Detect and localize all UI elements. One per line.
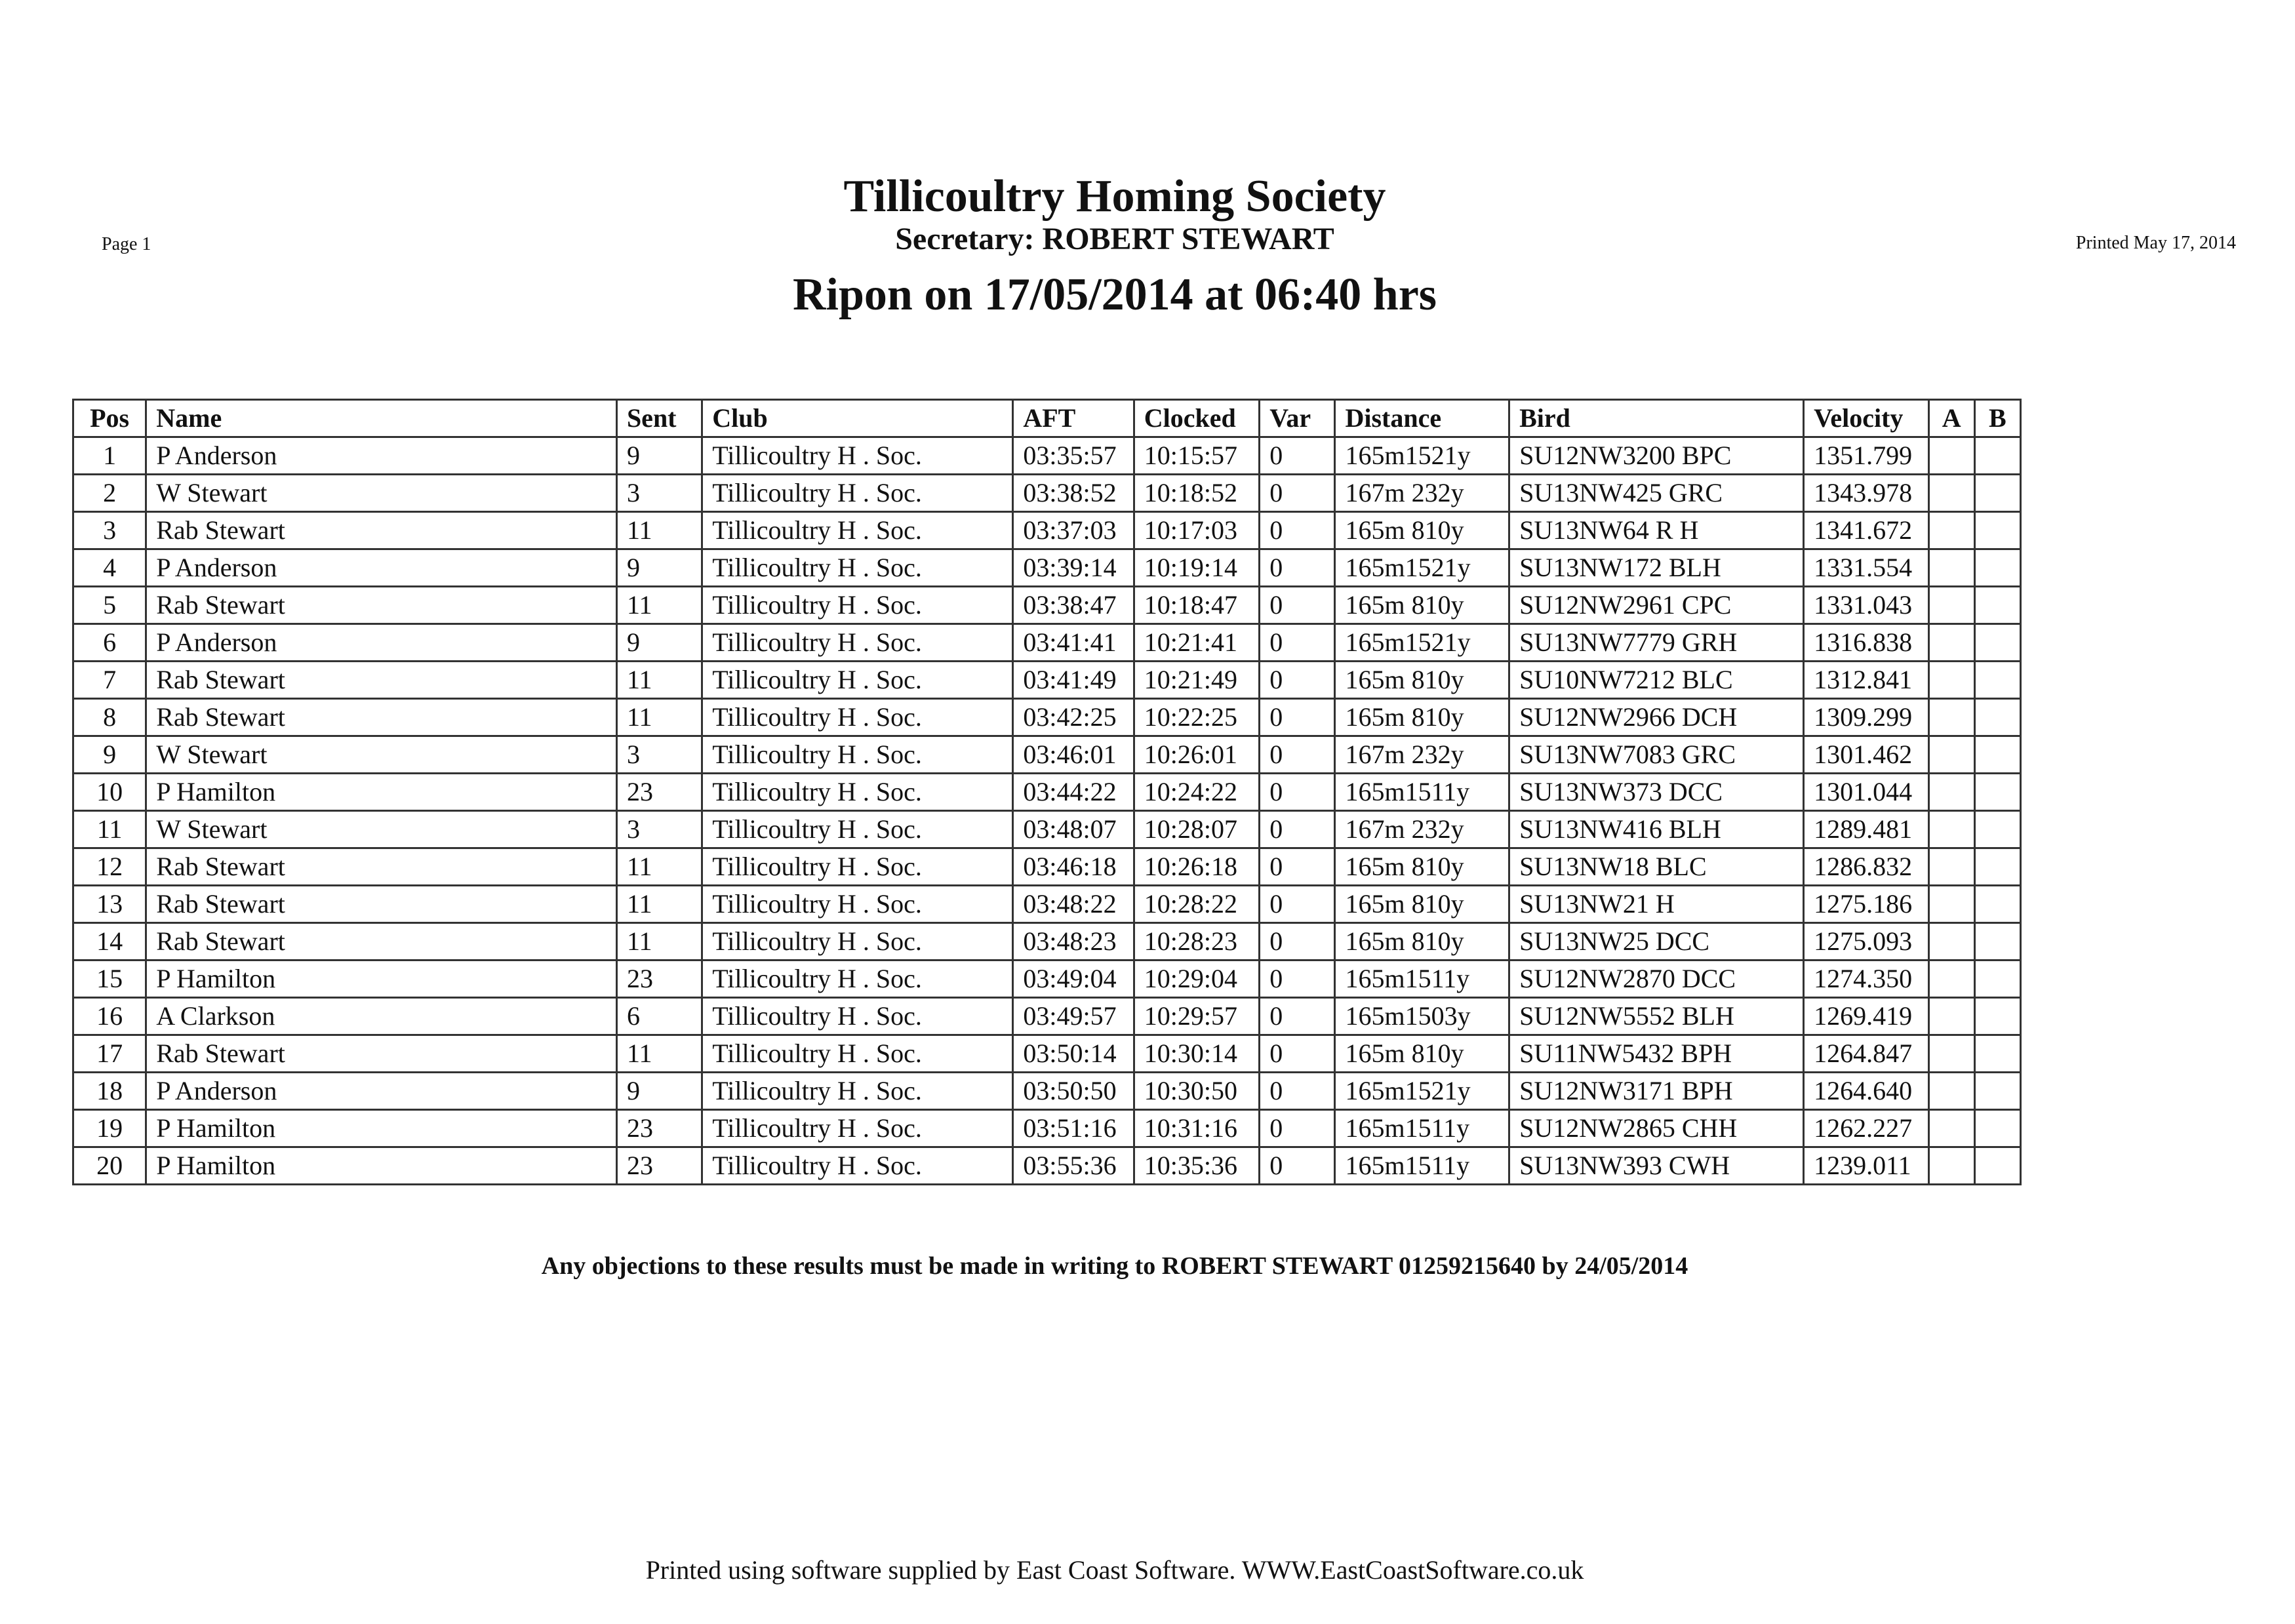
- cell-b: [1974, 549, 2020, 587]
- cell-velocity: 1351.799: [1804, 437, 1928, 475]
- table-row: [73, 662, 2021, 699]
- cell-distance: 165m 810y: [1335, 1035, 1509, 1073]
- table-header-row: [73, 400, 2021, 437]
- cell-aft: 03:38:52: [1013, 475, 1134, 512]
- cell-b: [1974, 774, 2020, 811]
- cell-velocity: 1275.186: [1804, 886, 1928, 923]
- cell-aft: 03:46:18: [1013, 848, 1134, 886]
- cell-name: P Hamilton: [146, 961, 617, 998]
- cell-bird: SU13NW172 BLH: [1509, 549, 1804, 587]
- cell-distance: 165m1511y: [1335, 774, 1509, 811]
- cell-a: [1928, 699, 1974, 736]
- cell-var: 0: [1260, 662, 1335, 699]
- cell-velocity: 1269.419: [1804, 998, 1928, 1035]
- cell-aft: 03:50:50: [1013, 1073, 1134, 1110]
- cell-pos: 17: [73, 1035, 146, 1073]
- cell-sent: 11: [616, 699, 702, 736]
- cell-b: [1974, 512, 2020, 549]
- cell-club: Tillicoultry H . Soc.: [702, 848, 1013, 886]
- cell-var: 0: [1260, 512, 1335, 549]
- col-header-b: B: [1974, 400, 2020, 437]
- cell-club: Tillicoultry H . Soc.: [702, 1073, 1013, 1110]
- cell-aft: 03:41:41: [1013, 624, 1134, 662]
- cell-aft: 03:49:57: [1013, 998, 1134, 1035]
- software-footer: Printed using software supplied by East Coast Software. WWW.EastCoastSoftware.co.uk: [645, 1555, 1584, 1585]
- cell-club: Tillicoultry H . Soc.: [702, 512, 1013, 549]
- cell-name: Rab Stewart: [146, 699, 617, 736]
- cell-sent: 9: [616, 549, 702, 587]
- race-subtitle: Ripon on 17/05/2014 at 06:40 hrs: [792, 269, 1437, 320]
- cell-velocity: 1239.011: [1804, 1147, 1928, 1185]
- cell-velocity: 1262.227: [1804, 1110, 1928, 1147]
- society-title: Tillicoultry Homing Society: [843, 171, 1386, 222]
- cell-b: [1974, 437, 2020, 475]
- table-row: [73, 961, 2021, 998]
- cell-aft: 03:46:01: [1013, 736, 1134, 774]
- cell-aft: 03:41:49: [1013, 662, 1134, 699]
- cell-clocked: 10:28:23: [1134, 923, 1259, 961]
- cell-bird: SU10NW7212 BLC: [1509, 662, 1804, 699]
- table-row: [73, 587, 2021, 624]
- col-header-sent: Sent: [616, 400, 702, 437]
- secretary-line: Secretary: ROBERT STEWART: [895, 222, 1334, 256]
- cell-bird: SU13NW21 H: [1509, 886, 1804, 923]
- cell-a: [1928, 624, 1974, 662]
- cell-club: Tillicoultry H . Soc.: [702, 549, 1013, 587]
- cell-a: [1928, 886, 1974, 923]
- cell-var: 0: [1260, 961, 1335, 998]
- table-row: [73, 1110, 2021, 1147]
- cell-club: Tillicoultry H . Soc.: [702, 1110, 1013, 1147]
- cell-club: Tillicoultry H . Soc.: [702, 475, 1013, 512]
- table-row: [73, 699, 2021, 736]
- table-row: [73, 1073, 2021, 1110]
- cell-a: [1928, 512, 1974, 549]
- table-row: [73, 923, 2021, 961]
- cell-velocity: 1331.043: [1804, 587, 1928, 624]
- cell-bird: SU12NW2966 DCH: [1509, 699, 1804, 736]
- col-header-aft: AFT: [1013, 400, 1134, 437]
- cell-bird: SU13NW64 R H: [1509, 512, 1804, 549]
- cell-name: W Stewart: [146, 736, 617, 774]
- cell-velocity: 1264.640: [1804, 1073, 1928, 1110]
- cell-sent: 11: [616, 1035, 702, 1073]
- cell-aft: 03:37:03: [1013, 512, 1134, 549]
- cell-club: Tillicoultry H . Soc.: [702, 736, 1013, 774]
- cell-var: 0: [1260, 549, 1335, 587]
- cell-pos: 12: [73, 848, 146, 886]
- cell-clocked: 10:29:04: [1134, 961, 1259, 998]
- cell-b: [1974, 699, 2020, 736]
- cell-distance: 165m 810y: [1335, 512, 1509, 549]
- cell-bird: SU12NW2865 CHH: [1509, 1110, 1804, 1147]
- col-header-var: Var: [1260, 400, 1335, 437]
- cell-a: [1928, 1110, 1974, 1147]
- cell-distance: 165m 810y: [1335, 662, 1509, 699]
- table-row: [73, 624, 2021, 662]
- cell-b: [1974, 848, 2020, 886]
- cell-distance: 167m 232y: [1335, 736, 1509, 774]
- objection-notice: Any objections to these results must be made in writing to ROBERT STEWART 01259215640 by 24/05/2014: [541, 1252, 1688, 1280]
- cell-bird: SU12NW2870 DCC: [1509, 961, 1804, 998]
- cell-sent: 3: [616, 811, 702, 848]
- cell-sent: 23: [616, 961, 702, 998]
- cell-a: [1928, 587, 1974, 624]
- page-number: Page 1: [102, 234, 151, 254]
- cell-aft: 03:49:04: [1013, 961, 1134, 998]
- cell-bird: SU13NW416 BLH: [1509, 811, 1804, 848]
- cell-clocked: 10:30:14: [1134, 1035, 1259, 1073]
- cell-a: [1928, 848, 1974, 886]
- cell-sent: 23: [616, 1110, 702, 1147]
- cell-var: 0: [1260, 848, 1335, 886]
- cell-clocked: 10:30:50: [1134, 1073, 1259, 1110]
- cell-var: 0: [1260, 774, 1335, 811]
- cell-clocked: 10:19:14: [1134, 549, 1259, 587]
- cell-b: [1974, 662, 2020, 699]
- cell-club: Tillicoultry H . Soc.: [702, 1035, 1013, 1073]
- cell-sent: 11: [616, 886, 702, 923]
- table-row: [73, 998, 2021, 1035]
- cell-pos: 13: [73, 886, 146, 923]
- cell-club: Tillicoultry H . Soc.: [702, 923, 1013, 961]
- cell-b: [1974, 475, 2020, 512]
- cell-sent: 23: [616, 1147, 702, 1185]
- cell-distance: 165m1511y: [1335, 1110, 1509, 1147]
- cell-sent: 11: [616, 662, 702, 699]
- cell-b: [1974, 923, 2020, 961]
- cell-distance: 165m 810y: [1335, 886, 1509, 923]
- cell-clocked: 10:26:01: [1134, 736, 1259, 774]
- table-row: [73, 437, 2021, 475]
- cell-velocity: 1309.299: [1804, 699, 1928, 736]
- cell-name: P Anderson: [146, 1073, 617, 1110]
- col-header-bird: Bird: [1509, 400, 1804, 437]
- cell-a: [1928, 662, 1974, 699]
- cell-name: P Anderson: [146, 624, 617, 662]
- cell-a: [1928, 437, 1974, 475]
- table-row: [73, 811, 2021, 848]
- cell-name: Rab Stewart: [146, 587, 617, 624]
- cell-var: 0: [1260, 475, 1335, 512]
- col-header-club: Club: [702, 400, 1013, 437]
- cell-club: Tillicoultry H . Soc.: [702, 587, 1013, 624]
- cell-b: [1974, 624, 2020, 662]
- cell-distance: 165m 810y: [1335, 699, 1509, 736]
- cell-a: [1928, 1073, 1974, 1110]
- cell-distance: 165m1503y: [1335, 998, 1509, 1035]
- cell-distance: 165m1521y: [1335, 624, 1509, 662]
- cell-sent: 11: [616, 587, 702, 624]
- cell-velocity: 1316.838: [1804, 624, 1928, 662]
- cell-club: Tillicoultry H . Soc.: [702, 437, 1013, 475]
- cell-var: 0: [1260, 699, 1335, 736]
- cell-velocity: 1275.093: [1804, 923, 1928, 961]
- cell-a: [1928, 736, 1974, 774]
- table-row: [73, 475, 2021, 512]
- table-row: [73, 886, 2021, 923]
- cell-b: [1974, 1035, 2020, 1073]
- cell-var: 0: [1260, 1110, 1335, 1147]
- cell-distance: 165m1511y: [1335, 1147, 1509, 1185]
- cell-velocity: 1274.350: [1804, 961, 1928, 998]
- cell-bird: SU13NW425 GRC: [1509, 475, 1804, 512]
- cell-name: W Stewart: [146, 811, 617, 848]
- table-row: [73, 736, 2021, 774]
- cell-clocked: 10:21:49: [1134, 662, 1259, 699]
- cell-pos: 8: [73, 699, 146, 736]
- cell-name: Rab Stewart: [146, 886, 617, 923]
- cell-velocity: 1331.554: [1804, 549, 1928, 587]
- cell-sent: 9: [616, 624, 702, 662]
- cell-velocity: 1301.462: [1804, 736, 1928, 774]
- table-row: [73, 512, 2021, 549]
- cell-sent: 3: [616, 475, 702, 512]
- cell-var: 0: [1260, 1073, 1335, 1110]
- cell-distance: 165m1511y: [1335, 961, 1509, 998]
- cell-clocked: 10:18:52: [1134, 475, 1259, 512]
- col-header-a: A: [1928, 400, 1974, 437]
- cell-pos: 2: [73, 475, 146, 512]
- cell-sent: 11: [616, 512, 702, 549]
- cell-club: Tillicoultry H . Soc.: [702, 886, 1013, 923]
- cell-b: [1974, 736, 2020, 774]
- cell-clocked: 10:22:25: [1134, 699, 1259, 736]
- cell-aft: 03:42:25: [1013, 699, 1134, 736]
- cell-var: 0: [1260, 587, 1335, 624]
- cell-bird: SU13NW393 CWH: [1509, 1147, 1804, 1185]
- cell-velocity: 1301.044: [1804, 774, 1928, 811]
- cell-pos: 9: [73, 736, 146, 774]
- cell-b: [1974, 1073, 2020, 1110]
- cell-pos: 11: [73, 811, 146, 848]
- cell-bird: SU12NW3200 BPC: [1509, 437, 1804, 475]
- cell-clocked: 10:15:57: [1134, 437, 1259, 475]
- cell-velocity: 1264.847: [1804, 1035, 1928, 1073]
- cell-pos: 14: [73, 923, 146, 961]
- cell-bird: SU13NW25 DCC: [1509, 923, 1804, 961]
- cell-bird: SU13NW18 BLC: [1509, 848, 1804, 886]
- cell-clocked: 10:35:36: [1134, 1147, 1259, 1185]
- cell-club: Tillicoultry H . Soc.: [702, 811, 1013, 848]
- cell-distance: 165m 810y: [1335, 923, 1509, 961]
- cell-distance: 165m1521y: [1335, 1073, 1509, 1110]
- cell-aft: 03:44:22: [1013, 774, 1134, 811]
- cell-aft: 03:38:47: [1013, 587, 1134, 624]
- cell-velocity: 1343.978: [1804, 475, 1928, 512]
- cell-var: 0: [1260, 998, 1335, 1035]
- cell-clocked: 10:21:41: [1134, 624, 1259, 662]
- cell-a: [1928, 774, 1974, 811]
- cell-aft: 03:35:57: [1013, 437, 1134, 475]
- cell-pos: 1: [73, 437, 146, 475]
- cell-name: Rab Stewart: [146, 662, 617, 699]
- cell-b: [1974, 1147, 2020, 1185]
- cell-name: A Clarkson: [146, 998, 617, 1035]
- cell-club: Tillicoultry H . Soc.: [702, 699, 1013, 736]
- cell-var: 0: [1260, 1035, 1335, 1073]
- cell-name: P Hamilton: [146, 1110, 617, 1147]
- cell-distance: 165m 810y: [1335, 848, 1509, 886]
- cell-a: [1928, 475, 1974, 512]
- cell-b: [1974, 886, 2020, 923]
- table-row: [73, 549, 2021, 587]
- cell-bird: SU12NW2961 CPC: [1509, 587, 1804, 624]
- cell-club: Tillicoultry H . Soc.: [702, 1147, 1013, 1185]
- cell-sent: 23: [616, 774, 702, 811]
- table-row: [73, 1035, 2021, 1073]
- cell-b: [1974, 811, 2020, 848]
- printed-date: Printed May 17, 2014: [2075, 233, 2236, 253]
- cell-pos: 4: [73, 549, 146, 587]
- cell-pos: 18: [73, 1073, 146, 1110]
- cell-a: [1928, 961, 1974, 998]
- cell-clocked: 10:26:18: [1134, 848, 1259, 886]
- cell-name: Rab Stewart: [146, 848, 617, 886]
- results-table: [72, 399, 2022, 1185]
- cell-bird: SU12NW5552 BLH: [1509, 998, 1804, 1035]
- results-body: [73, 437, 2021, 1185]
- cell-b: [1974, 587, 2020, 624]
- cell-var: 0: [1260, 1147, 1335, 1185]
- cell-clocked: 10:17:03: [1134, 512, 1259, 549]
- cell-pos: 19: [73, 1110, 146, 1147]
- cell-name: Rab Stewart: [146, 512, 617, 549]
- cell-clocked: 10:28:22: [1134, 886, 1259, 923]
- cell-a: [1928, 549, 1974, 587]
- cell-sent: 6: [616, 998, 702, 1035]
- cell-pos: 10: [73, 774, 146, 811]
- cell-club: Tillicoultry H . Soc.: [702, 624, 1013, 662]
- cell-bird: SU13NW373 DCC: [1509, 774, 1804, 811]
- cell-name: Rab Stewart: [146, 923, 617, 961]
- cell-pos: 3: [73, 512, 146, 549]
- cell-clocked: 10:24:22: [1134, 774, 1259, 811]
- cell-sent: 3: [616, 736, 702, 774]
- cell-aft: 03:50:14: [1013, 1035, 1134, 1073]
- cell-aft: 03:55:36: [1013, 1147, 1134, 1185]
- cell-club: Tillicoultry H . Soc.: [702, 662, 1013, 699]
- cell-name: P Hamilton: [146, 774, 617, 811]
- cell-distance: 165m 810y: [1335, 587, 1509, 624]
- cell-distance: 165m1521y: [1335, 437, 1509, 475]
- cell-name: P Anderson: [146, 437, 617, 475]
- cell-club: Tillicoultry H . Soc.: [702, 774, 1013, 811]
- cell-name: P Anderson: [146, 549, 617, 587]
- cell-aft: 03:39:14: [1013, 549, 1134, 587]
- cell-name: Rab Stewart: [146, 1035, 617, 1073]
- cell-a: [1928, 923, 1974, 961]
- cell-club: Tillicoultry H . Soc.: [702, 998, 1013, 1035]
- cell-pos: 15: [73, 961, 146, 998]
- cell-distance: 167m 232y: [1335, 475, 1509, 512]
- cell-bird: SU13NW7779 GRH: [1509, 624, 1804, 662]
- cell-var: 0: [1260, 923, 1335, 961]
- cell-a: [1928, 811, 1974, 848]
- cell-bird: SU12NW3171 BPH: [1509, 1073, 1804, 1110]
- cell-pos: 16: [73, 998, 146, 1035]
- cell-clocked: 10:18:47: [1134, 587, 1259, 624]
- cell-clocked: 10:29:57: [1134, 998, 1259, 1035]
- table-row: [73, 774, 2021, 811]
- cell-a: [1928, 1147, 1974, 1185]
- cell-club: Tillicoultry H . Soc.: [702, 961, 1013, 998]
- cell-pos: 5: [73, 587, 146, 624]
- cell-bird: SU11NW5432 BPH: [1509, 1035, 1804, 1073]
- cell-velocity: 1341.672: [1804, 512, 1928, 549]
- col-header-name: Name: [146, 400, 617, 437]
- cell-sent: 9: [616, 437, 702, 475]
- cell-var: 0: [1260, 811, 1335, 848]
- cell-var: 0: [1260, 437, 1335, 475]
- col-header-distance: Distance: [1335, 400, 1509, 437]
- cell-sent: 11: [616, 923, 702, 961]
- cell-velocity: 1312.841: [1804, 662, 1928, 699]
- table-row: [73, 848, 2021, 886]
- cell-a: [1928, 1035, 1974, 1073]
- cell-b: [1974, 1110, 2020, 1147]
- cell-pos: 6: [73, 624, 146, 662]
- cell-distance: 167m 232y: [1335, 811, 1509, 848]
- col-header-pos: Pos: [73, 400, 146, 437]
- col-header-clocked: Clocked: [1134, 400, 1259, 437]
- cell-pos: 20: [73, 1147, 146, 1185]
- cell-a: [1928, 998, 1974, 1035]
- cell-sent: 9: [616, 1073, 702, 1110]
- cell-aft: 03:48:22: [1013, 886, 1134, 923]
- col-header-velocity: Velocity: [1804, 400, 1928, 437]
- cell-var: 0: [1260, 624, 1335, 662]
- table-row: [73, 1147, 2021, 1185]
- cell-var: 0: [1260, 886, 1335, 923]
- cell-velocity: 1286.832: [1804, 848, 1928, 886]
- cell-var: 0: [1260, 736, 1335, 774]
- cell-velocity: 1289.481: [1804, 811, 1928, 848]
- cell-b: [1974, 961, 2020, 998]
- cell-aft: 03:48:07: [1013, 811, 1134, 848]
- cell-sent: 11: [616, 848, 702, 886]
- cell-pos: 7: [73, 662, 146, 699]
- cell-b: [1974, 998, 2020, 1035]
- cell-clocked: 10:28:07: [1134, 811, 1259, 848]
- cell-clocked: 10:31:16: [1134, 1110, 1259, 1147]
- cell-distance: 165m1521y: [1335, 549, 1509, 587]
- cell-aft: 03:51:16: [1013, 1110, 1134, 1147]
- cell-name: W Stewart: [146, 475, 617, 512]
- cell-aft: 03:48:23: [1013, 923, 1134, 961]
- cell-bird: SU13NW7083 GRC: [1509, 736, 1804, 774]
- cell-name: P Hamilton: [146, 1147, 617, 1185]
